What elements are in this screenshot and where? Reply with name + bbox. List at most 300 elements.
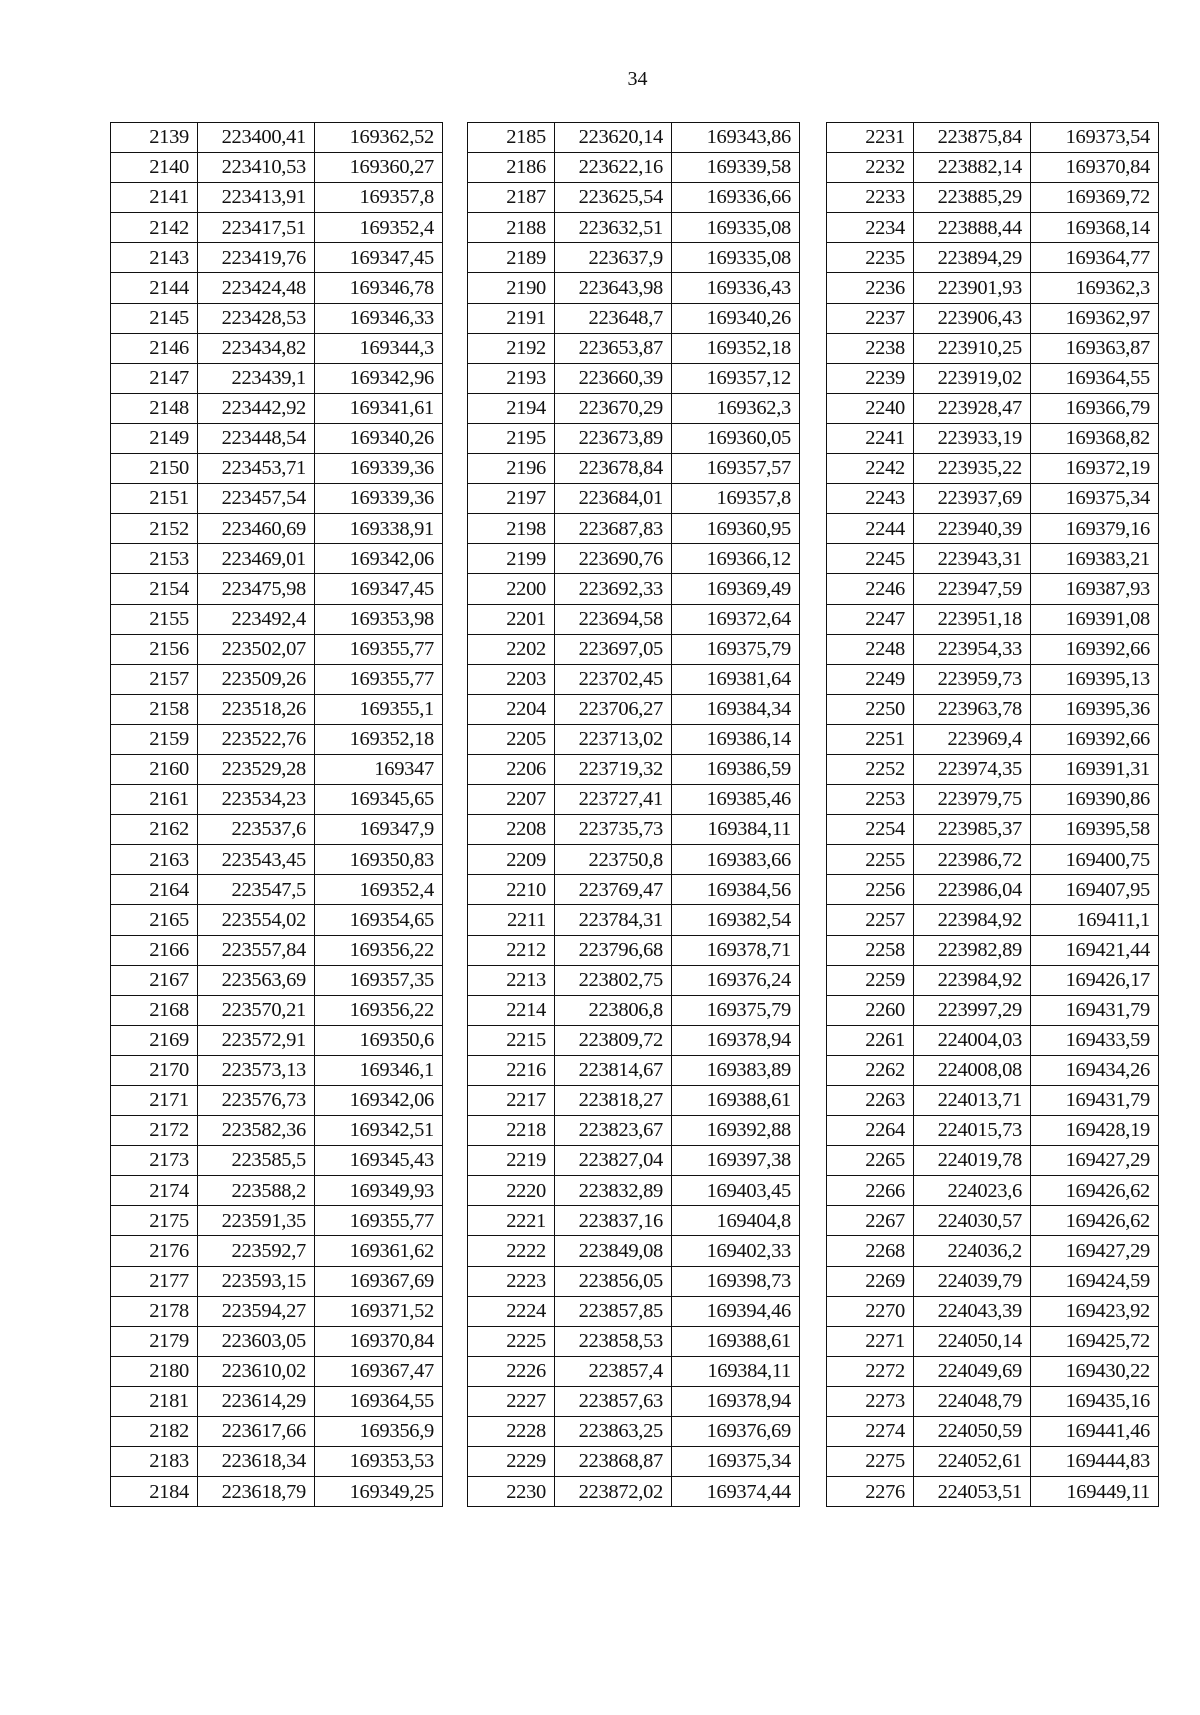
point-number-cell: 2157 [111,664,198,694]
table-row [827,785,1159,815]
table-row [111,1386,443,1416]
point-number-cell: 2167 [111,965,198,995]
y-coordinate-cell: 169374,44 [672,1477,800,1507]
x-coordinate-cell: 224050,59 [914,1417,1031,1447]
x-coordinate-cell: 223937,69 [914,484,1031,514]
y-coordinate-cell: 169427,29 [1031,1236,1159,1266]
y-coordinate-cell: 169391,08 [1031,604,1159,634]
point-number-cell: 2262 [827,1055,914,1085]
table-row [468,514,800,544]
x-coordinate-cell: 223442,92 [198,393,315,423]
table-row [827,694,1159,724]
y-coordinate-cell: 169357,8 [315,183,443,213]
y-coordinate-cell: 169347,45 [315,574,443,604]
x-coordinate-cell: 223475,98 [198,574,315,604]
point-number-cell: 2257 [827,905,914,935]
y-coordinate-cell: 169384,34 [672,694,800,724]
point-number-cell: 2191 [468,303,555,333]
x-coordinate-cell: 223809,72 [555,1025,672,1055]
point-number-cell: 2149 [111,423,198,453]
y-coordinate-cell: 169340,26 [672,303,800,333]
table-row [468,905,800,935]
point-number-cell: 2263 [827,1086,914,1116]
table-row [468,123,800,153]
point-number-cell: 2194 [468,393,555,423]
x-coordinate-cell: 223453,71 [198,454,315,484]
y-coordinate-cell: 169339,36 [315,484,443,514]
point-number-cell: 2234 [827,213,914,243]
y-coordinate-cell: 169353,53 [315,1447,443,1477]
x-coordinate-cell: 223492,4 [198,604,315,634]
table-row [111,423,443,453]
point-number-cell: 2206 [468,754,555,784]
point-number-cell: 2161 [111,785,198,815]
table-row [827,1356,1159,1386]
x-coordinate-cell: 223706,27 [555,694,672,724]
point-number-cell: 2205 [468,724,555,754]
x-coordinate-cell: 223702,45 [555,664,672,694]
y-coordinate-cell: 169382,54 [672,905,800,935]
y-coordinate-cell: 169352,18 [315,724,443,754]
y-coordinate-cell: 169342,51 [315,1116,443,1146]
table-row [827,484,1159,514]
point-number-cell: 2218 [468,1116,555,1146]
table-row [468,1146,800,1176]
point-number-cell: 2182 [111,1417,198,1447]
y-coordinate-cell: 169397,38 [672,1146,800,1176]
point-number-cell: 2253 [827,785,914,815]
point-number-cell: 2230 [468,1477,555,1507]
x-coordinate-cell: 223974,35 [914,754,1031,784]
x-coordinate-cell: 223434,82 [198,333,315,363]
x-coordinate-cell: 223534,23 [198,785,315,815]
y-coordinate-cell: 169388,61 [672,1326,800,1356]
table-row [468,1326,800,1356]
table-row [111,604,443,634]
y-coordinate-cell: 169427,29 [1031,1146,1159,1176]
table-row [468,1356,800,1386]
y-coordinate-cell: 169346,78 [315,273,443,303]
x-coordinate-cell: 224013,71 [914,1086,1031,1116]
x-coordinate-cell: 224039,79 [914,1266,1031,1296]
y-coordinate-cell: 169352,4 [315,875,443,905]
x-coordinate-cell: 223940,39 [914,514,1031,544]
point-number-cell: 2145 [111,303,198,333]
y-coordinate-cell: 169398,73 [672,1266,800,1296]
point-number-cell: 2184 [111,1477,198,1507]
x-coordinate-cell: 223653,87 [555,333,672,363]
x-coordinate-cell: 223875,84 [914,123,1031,153]
point-number-cell: 2150 [111,454,198,484]
table-row [468,544,800,574]
y-coordinate-cell: 169392,88 [672,1116,800,1146]
table-row [827,604,1159,634]
y-coordinate-cell: 169357,35 [315,965,443,995]
table-row [468,1055,800,1085]
y-coordinate-cell: 169357,12 [672,363,800,393]
point-number-cell: 2163 [111,845,198,875]
table-row [827,875,1159,905]
table-row [468,1417,800,1447]
y-coordinate-cell: 169378,94 [672,1386,800,1416]
y-coordinate-cell: 169366,12 [672,544,800,574]
point-number-cell: 2171 [111,1086,198,1116]
y-coordinate-cell: 169435,16 [1031,1386,1159,1416]
x-coordinate-cell: 223509,26 [198,664,315,694]
point-number-cell: 2269 [827,1266,914,1296]
x-coordinate-cell: 224023,6 [914,1176,1031,1206]
y-coordinate-cell: 169381,64 [672,664,800,694]
table-row [111,1447,443,1477]
y-coordinate-cell: 169335,08 [672,243,800,273]
table-row [111,845,443,875]
y-coordinate-cell: 169362,97 [1031,303,1159,333]
y-coordinate-cell: 169384,56 [672,875,800,905]
point-number-cell: 2268 [827,1236,914,1266]
x-coordinate-cell: 223439,1 [198,363,315,393]
table-row [468,1236,800,1266]
y-coordinate-cell: 169444,83 [1031,1447,1159,1477]
point-number-cell: 2151 [111,484,198,514]
point-number-cell: 2175 [111,1206,198,1236]
x-coordinate-cell: 223610,02 [198,1356,315,1386]
y-coordinate-cell: 169355,77 [315,664,443,694]
x-coordinate-cell: 223417,51 [198,213,315,243]
x-coordinate-cell: 223413,91 [198,183,315,213]
y-coordinate-cell: 169391,31 [1031,754,1159,784]
table-row [111,875,443,905]
y-coordinate-cell: 169425,72 [1031,1326,1159,1356]
table-row [827,393,1159,423]
table-row [111,183,443,213]
y-coordinate-cell: 169347 [315,754,443,784]
x-coordinate-cell: 223882,14 [914,153,1031,183]
table-row [111,273,443,303]
y-coordinate-cell: 169341,61 [315,393,443,423]
y-coordinate-cell: 169379,16 [1031,514,1159,544]
point-number-cell: 2207 [468,785,555,815]
y-coordinate-cell: 169353,98 [315,604,443,634]
y-coordinate-cell: 169338,91 [315,514,443,544]
coordinate-table [826,122,1159,1507]
table-row [111,694,443,724]
x-coordinate-cell: 223694,58 [555,604,672,634]
x-coordinate-cell: 223643,98 [555,273,672,303]
table-row [827,1447,1159,1477]
point-number-cell: 2237 [827,303,914,333]
x-coordinate-cell: 223592,7 [198,1236,315,1266]
table-row [468,724,800,754]
point-number-cell: 2274 [827,1417,914,1447]
table-row [468,935,800,965]
y-coordinate-cell: 169375,34 [672,1447,800,1477]
y-coordinate-cell: 169387,93 [1031,574,1159,604]
y-coordinate-cell: 169360,95 [672,514,800,544]
table-row [111,393,443,423]
y-coordinate-cell: 169372,64 [672,604,800,634]
table-row [111,1206,443,1236]
x-coordinate-cell: 223614,29 [198,1386,315,1416]
x-coordinate-cell: 223678,84 [555,454,672,484]
table-row [468,634,800,664]
y-coordinate-cell: 169364,55 [1031,363,1159,393]
x-coordinate-cell: 223603,05 [198,1326,315,1356]
x-coordinate-cell: 224004,03 [914,1025,1031,1055]
point-number-cell: 2201 [468,604,555,634]
x-coordinate-cell: 223547,5 [198,875,315,905]
y-coordinate-cell: 169369,72 [1031,183,1159,213]
x-coordinate-cell: 223857,4 [555,1356,672,1386]
x-coordinate-cell: 223943,31 [914,544,1031,574]
point-number-cell: 2233 [827,183,914,213]
y-coordinate-cell: 169385,46 [672,785,800,815]
point-number-cell: 2232 [827,153,914,183]
x-coordinate-cell: 223858,53 [555,1326,672,1356]
y-coordinate-cell: 169386,59 [672,754,800,784]
y-coordinate-cell: 169402,33 [672,1236,800,1266]
point-number-cell: 2217 [468,1086,555,1116]
x-coordinate-cell: 223863,25 [555,1417,672,1447]
table-row [827,1326,1159,1356]
point-number-cell: 2219 [468,1146,555,1176]
y-coordinate-cell: 169403,45 [672,1176,800,1206]
x-coordinate-cell: 223457,54 [198,484,315,514]
y-coordinate-cell: 169355,77 [315,1206,443,1236]
x-coordinate-cell: 223585,5 [198,1146,315,1176]
x-coordinate-cell: 223543,45 [198,845,315,875]
table-row [111,574,443,604]
table-row [827,153,1159,183]
y-coordinate-cell: 169356,22 [315,995,443,1025]
table-row [827,423,1159,453]
point-number-cell: 2198 [468,514,555,544]
point-number-cell: 2236 [827,273,914,303]
table-row [111,153,443,183]
table-row [827,574,1159,604]
y-coordinate-cell: 169376,24 [672,965,800,995]
table-row [827,845,1159,875]
y-coordinate-cell: 169345,65 [315,785,443,815]
y-coordinate-cell: 169373,54 [1031,123,1159,153]
point-number-cell: 2166 [111,935,198,965]
table-row [111,1296,443,1326]
table-row [827,754,1159,784]
x-coordinate-cell: 223697,05 [555,634,672,664]
point-number-cell: 2200 [468,574,555,604]
table-row [111,1236,443,1266]
x-coordinate-cell: 223529,28 [198,754,315,784]
point-number-cell: 2245 [827,544,914,574]
x-coordinate-cell: 223928,47 [914,393,1031,423]
point-number-cell: 2174 [111,1176,198,1206]
x-coordinate-cell: 223750,8 [555,845,672,875]
table-row [827,514,1159,544]
y-coordinate-cell: 169339,36 [315,454,443,484]
table-row [827,213,1159,243]
y-coordinate-cell: 169339,58 [672,153,800,183]
point-number-cell: 2164 [111,875,198,905]
point-number-cell: 2244 [827,514,914,544]
x-coordinate-cell: 223868,87 [555,1447,672,1477]
y-coordinate-cell: 169342,96 [315,363,443,393]
point-number-cell: 2160 [111,754,198,784]
x-coordinate-cell: 224019,78 [914,1146,1031,1176]
x-coordinate-cell: 223673,89 [555,423,672,453]
table-row [111,724,443,754]
y-coordinate-cell: 169345,43 [315,1146,443,1176]
table-row [827,965,1159,995]
x-coordinate-cell: 223502,07 [198,634,315,664]
table-row [111,1055,443,1085]
table-row [468,1176,800,1206]
x-coordinate-cell: 223687,83 [555,514,672,544]
point-number-cell: 2226 [468,1356,555,1386]
point-number-cell: 2275 [827,1447,914,1477]
table-row [111,1146,443,1176]
x-coordinate-cell: 223910,25 [914,333,1031,363]
point-number-cell: 2216 [468,1055,555,1085]
point-number-cell: 2180 [111,1356,198,1386]
table-row [468,1447,800,1477]
y-coordinate-cell: 169356,22 [315,935,443,965]
x-coordinate-cell: 223997,29 [914,995,1031,1025]
x-coordinate-cell: 223906,43 [914,303,1031,333]
x-coordinate-cell: 223982,89 [914,935,1031,965]
table-row [468,875,800,905]
table-row [827,1176,1159,1206]
table-row [111,664,443,694]
table-row [111,1356,443,1386]
table-row [111,123,443,153]
point-number-cell: 2192 [468,333,555,363]
table-row [468,213,800,243]
x-coordinate-cell: 223713,02 [555,724,672,754]
table-row [827,664,1159,694]
y-coordinate-cell: 169349,93 [315,1176,443,1206]
table-row [111,815,443,845]
table-row [111,1025,443,1055]
table-row [827,1025,1159,1055]
y-coordinate-cell: 169372,19 [1031,454,1159,484]
y-coordinate-cell: 169386,14 [672,724,800,754]
table-row [468,1025,800,1055]
table-row [111,995,443,1025]
point-number-cell: 2255 [827,845,914,875]
x-coordinate-cell: 223537,6 [198,815,315,845]
point-number-cell: 2177 [111,1266,198,1296]
point-number-cell: 2209 [468,845,555,875]
table-row [111,634,443,664]
y-coordinate-cell: 169343,86 [672,123,800,153]
x-coordinate-cell: 223969,4 [914,724,1031,754]
y-coordinate-cell: 169375,34 [1031,484,1159,514]
x-coordinate-cell: 224052,61 [914,1447,1031,1477]
table-row [111,1086,443,1116]
table-row [827,935,1159,965]
x-coordinate-cell: 223428,53 [198,303,315,333]
point-number-cell: 2239 [827,363,914,393]
x-coordinate-cell: 223985,37 [914,815,1031,845]
table-row [468,1086,800,1116]
point-number-cell: 2141 [111,183,198,213]
x-coordinate-cell: 223894,29 [914,243,1031,273]
point-number-cell: 2158 [111,694,198,724]
point-number-cell: 2222 [468,1236,555,1266]
y-coordinate-cell: 169347,45 [315,243,443,273]
table-row [468,604,800,634]
point-number-cell: 2224 [468,1296,555,1326]
table-row [111,333,443,363]
table-row [468,484,800,514]
y-coordinate-cell: 169433,59 [1031,1025,1159,1055]
x-coordinate-cell: 223986,72 [914,845,1031,875]
y-coordinate-cell: 169395,58 [1031,815,1159,845]
table-row [827,1236,1159,1266]
y-coordinate-cell: 169369,49 [672,574,800,604]
table-row [111,514,443,544]
y-coordinate-cell: 169367,69 [315,1266,443,1296]
y-coordinate-cell: 169336,66 [672,183,800,213]
x-coordinate-cell: 223632,51 [555,213,672,243]
table-row [468,153,800,183]
table-row [827,1417,1159,1447]
point-number-cell: 2187 [468,183,555,213]
table-row [111,363,443,393]
point-number-cell: 2179 [111,1326,198,1356]
table-row [827,1086,1159,1116]
table-row [827,454,1159,484]
point-number-cell: 2267 [827,1206,914,1236]
x-coordinate-cell: 223901,93 [914,273,1031,303]
page-number: 34 [627,68,648,90]
table-row [468,754,800,784]
y-coordinate-cell: 169364,77 [1031,243,1159,273]
y-coordinate-cell: 169411,1 [1031,905,1159,935]
table-row [827,363,1159,393]
x-coordinate-cell: 223469,01 [198,544,315,574]
table-row [827,1206,1159,1236]
x-coordinate-cell: 223460,69 [198,514,315,544]
point-number-cell: 2227 [468,1386,555,1416]
x-coordinate-cell: 223648,7 [555,303,672,333]
table-row [827,1296,1159,1326]
y-coordinate-cell: 169423,92 [1031,1296,1159,1326]
table-row [468,1296,800,1326]
y-coordinate-cell: 169355,1 [315,694,443,724]
point-number-cell: 2250 [827,694,914,724]
x-coordinate-cell: 223979,75 [914,785,1031,815]
x-coordinate-cell: 223872,02 [555,1477,672,1507]
point-number-cell: 2143 [111,243,198,273]
x-coordinate-cell: 223572,91 [198,1025,315,1055]
y-coordinate-cell: 169407,95 [1031,875,1159,905]
point-number-cell: 2243 [827,484,914,514]
y-coordinate-cell: 169383,21 [1031,544,1159,574]
point-number-cell: 2254 [827,815,914,845]
point-number-cell: 2270 [827,1296,914,1326]
y-coordinate-cell: 169344,3 [315,333,443,363]
y-coordinate-cell: 169362,3 [1031,273,1159,303]
x-coordinate-cell: 223935,22 [914,454,1031,484]
table-row [827,634,1159,664]
y-coordinate-cell: 169362,3 [672,393,800,423]
y-coordinate-cell: 169355,77 [315,634,443,664]
x-coordinate-cell: 223837,16 [555,1206,672,1236]
point-number-cell: 2210 [468,875,555,905]
point-number-cell: 2181 [111,1386,198,1416]
x-coordinate-cell: 223588,2 [198,1176,315,1206]
point-number-cell: 2196 [468,454,555,484]
